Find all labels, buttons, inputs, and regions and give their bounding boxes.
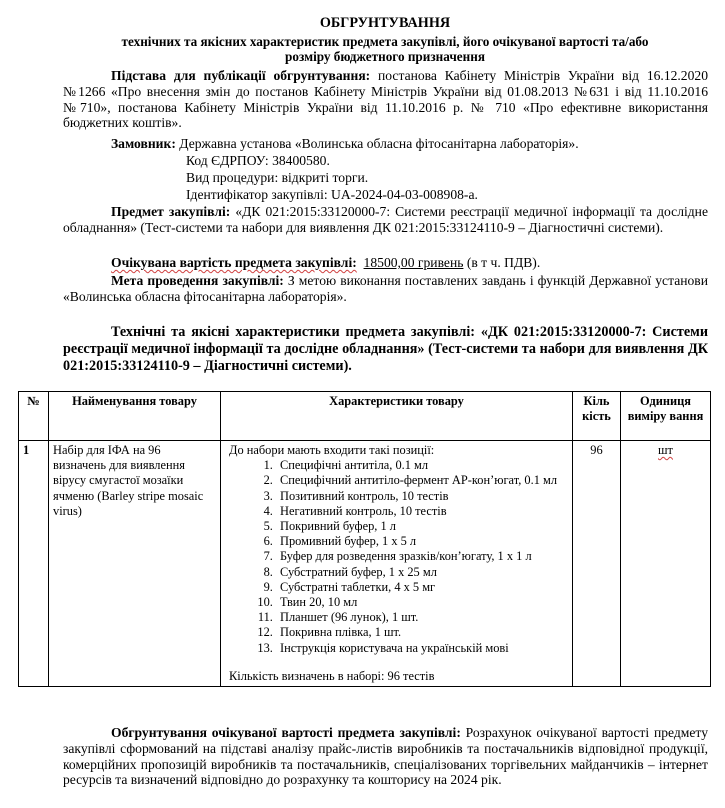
specifications-table: [18, 391, 711, 687]
characteristics-footer: Кількість визначень в наборі: 96 тестів: [229, 668, 435, 683]
document-subtitle-line-2: розміру бюджетного призначення: [285, 49, 485, 64]
row-characteristics: [221, 441, 573, 687]
customer-procedure: Вид процедури: відкриті торги.: [186, 170, 369, 185]
list-item: 1. Специфічні антитіла, 0.1 мл: [276, 458, 568, 473]
list-item: 3. Позитивний контроль, 10 тестів: [276, 489, 568, 504]
list-item: 8. Субстратний буфер, 1 х 25 мл: [276, 565, 568, 580]
list-item: 7. Буфер для розведення зразків/кон’югату, 1 х 1 л: [276, 549, 568, 564]
technical-heading: Технічні та якісні характеристики предмета закупівлі: «ДК 021:2015:33120000-7: Системи реєстрації медичної інформації та дослідне обладнання» (Тест-системи та набори для виявлення ДК 021:2015:33124110-9 – Діагностичні системи).: [63, 324, 708, 374]
purpose-paragraph: [63, 273, 708, 305]
characteristics-intro: До набори мають входити такі позиції:: [229, 443, 435, 457]
header-quantity: Кіль кість: [573, 392, 621, 441]
row-unit: [621, 441, 711, 687]
basis-label: Підстава для публікації обгрунтування:: [111, 68, 371, 83]
table-header-row: [19, 392, 711, 441]
header-characteristics: Характеристики товару: [221, 392, 573, 441]
expected-cost-value: 18500,00 гривень: [363, 255, 464, 270]
header-number: №: [19, 392, 49, 441]
customer-label: Замовник:: [111, 136, 176, 151]
customer-text: Державна установа «Волинська обласна фітосанітарна лабораторія».: [175, 136, 579, 151]
list-item: 6. Промивний буфер, 1 х 5 л: [276, 534, 568, 549]
basis-paragraph: [63, 68, 708, 131]
subject-label: Предмет закупівлі:: [111, 204, 231, 219]
table-row: [19, 441, 711, 687]
list-item: 2. Специфічний антитіло-фермент АР-кон’югат, 0.1 мл: [276, 473, 568, 488]
cost-justification-text: Розрахунок очікуваної вартості предмету закупівлі сформований на підставі аналізу прайс-листів виробників та постачальників відповідної продукції, комерційних пропозицій виробників та постачальників, спеціалізованих торгівельних майданчиків – інтернет ресурсів та визначений відповідно до розрахунку та кошторису на 2024 рік.: [63, 725, 708, 788]
list-item: 10. Твин 20, 10 мл: [276, 595, 568, 610]
purpose-label: Мета проведення закупівлі:: [111, 273, 284, 288]
list-item: 4. Негативний контроль, 10 тестів: [276, 504, 568, 519]
row-quantity: 96: [573, 441, 621, 687]
customer-edrpou: Код ЄДРПОУ: 38400580.: [186, 153, 330, 168]
purpose-text: З метою виконання поставлених завдань і функцій Державної установи «Волинська обласна фітосанітарна лабораторія».: [63, 273, 708, 304]
list-item: 5. Покривний буфер, 1 л: [276, 519, 568, 534]
document-title: ОБГРУНТУВАННЯ: [319, 15, 451, 31]
characteristics-list: [229, 458, 568, 656]
cost-justification-label: Обгрунтування очікуваної вартості предмета закупівлі:: [111, 725, 461, 740]
list-item: 12. Покривна плівка, 1 шт.: [276, 625, 568, 640]
expected-cost-paragraph: [63, 255, 708, 271]
subject-paragraph: [63, 204, 708, 236]
expected-cost-label: Очікувана вартість предмета закупівлі:: [111, 255, 357, 270]
row-number: 1: [19, 441, 49, 687]
list-item: 13. Інструкція користувача на українській мові: [276, 641, 568, 656]
document-subtitle-line-1: технічних та якісних характеристик предмета закупівлі, його очікуваної вартості та/або: [121, 34, 649, 49]
list-item: 11. Планшет (96 лунок), 1 шт.: [276, 610, 568, 625]
header-unit: Одиниця виміру вання: [621, 392, 711, 441]
customer-identifier: Ідентифікатор закупівлі: UA-2024-04-03-008908-a.: [186, 187, 478, 202]
header-product-name: Найменування товару: [49, 392, 221, 441]
cost-justification-paragraph: [63, 725, 708, 788]
basis-text: постанова Кабінету Міністрів України від 16.12.2020 №1266 «Про внесення змін до постанов Кабінету Міністрів України від 01.08.2013 №631 і від 11.10.2016 №710», постанова Кабінету Міністрів України від 11.10.2016 р. № 710 «Про ефективне використання бюджетних коштів».: [63, 68, 708, 131]
row-product-name: Набір для ІФА на 96 визначень для виявлення вірусу смугастої мозаїки ячменю (Barley stripe mosaic virus): [49, 441, 221, 687]
expected-cost-suffix: (в т ч. ПДВ).: [463, 255, 541, 270]
subject-text: «ДК 021:2015:33120000-7: Системи реєстрації медичної інформації та дослідне обладнання» (Тест-системи та набори для виявлення ДК 021:2015:33124110-9 – Діагностичні системи).: [63, 204, 708, 235]
customer-paragraph: [63, 136, 708, 152]
list-item: 9. Субстратні таблетки, 4 х 5 мг: [276, 580, 568, 595]
row-unit-value: шт: [658, 443, 673, 457]
